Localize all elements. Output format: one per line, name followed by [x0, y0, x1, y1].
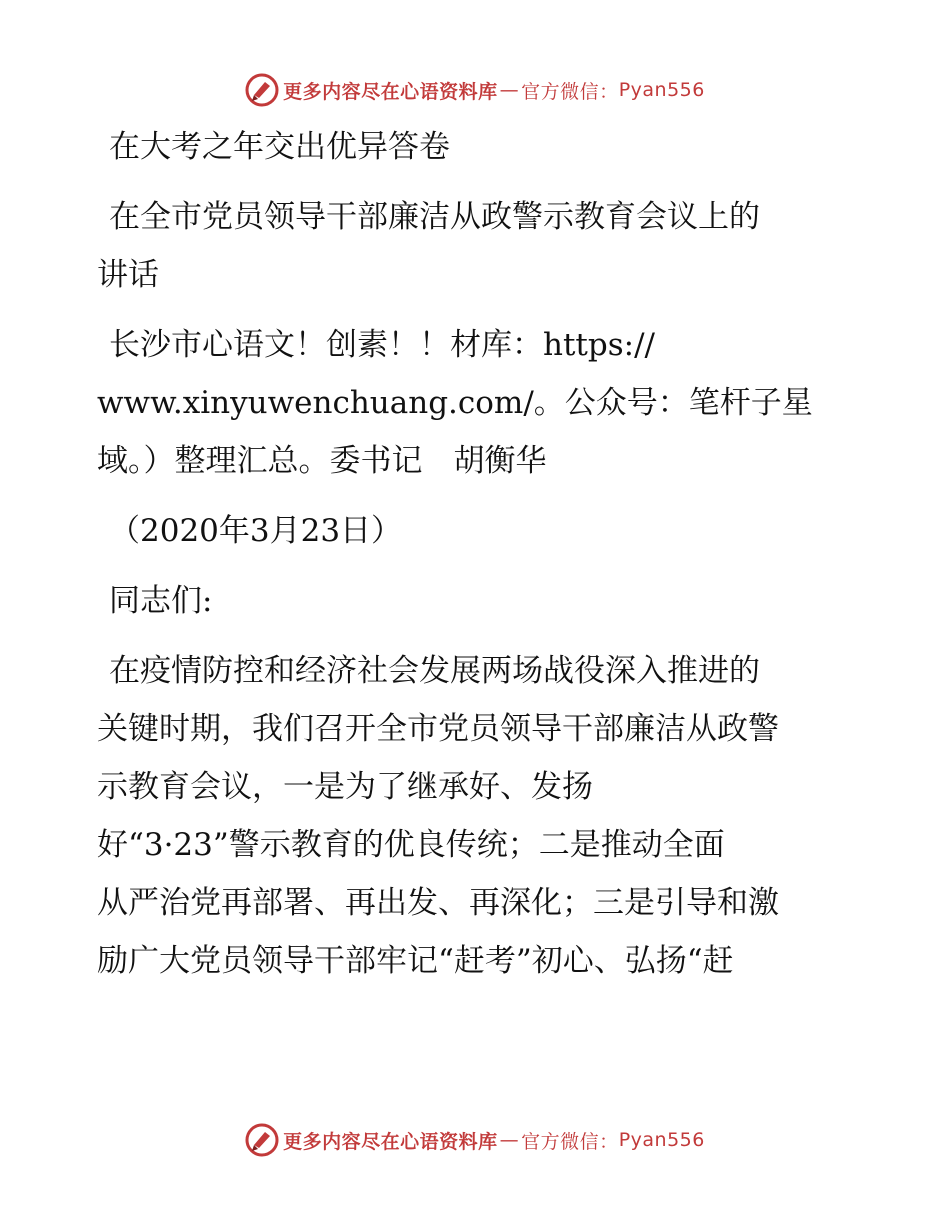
- footer-banner: [0, 1120, 950, 1160]
- document-date: （2020年3月23日）: [109, 513, 403, 549]
- document-body: [97, 118, 857, 990]
- source-line-1: 长沙市心语文！创素！！材库：https://: [109, 327, 655, 363]
- banner-separator: —: [499, 1129, 520, 1151]
- paragraph-1-line-6: 励广大党员领导干部牢记“赶考”初心、弘扬“赶: [97, 943, 734, 979]
- banner-text: 更多内容尽在心语资料库: [283, 1130, 498, 1153]
- document-title: 在大考之年交出优异答卷: [109, 129, 450, 165]
- banner-wechat-id: Pyan556: [618, 79, 705, 101]
- source-line-3: 域。）整理汇总。委书记 胡衡华: [97, 443, 547, 479]
- document-subtitle-line-1: 在全市党员领导干部廉洁从政警示教育会议上的: [109, 199, 760, 235]
- paragraph-1-line-4: 好“3·23”警示教育的优良传统；二是推动全面: [97, 827, 725, 863]
- source-line-2: www.xinyuwenchuang.com/。公众号：笔杆子星: [97, 385, 813, 421]
- logo-icon: [245, 1123, 279, 1157]
- header-banner: [0, 70, 950, 110]
- banner-label: 官方微信：: [521, 80, 619, 103]
- paragraph-1-line-3: 示教育会议，一是为了继承好、发扬: [97, 769, 593, 805]
- paragraph-1-line-1: 在疫情防控和经济社会发展两场战役深入推进的: [109, 653, 760, 689]
- paragraph-1-line-2: 关键时期，我们召开全市党员领导干部廉洁从政警: [97, 711, 779, 747]
- banner-label: 官方微信：: [521, 1130, 619, 1153]
- banner-text: 更多内容尽在心语资料库: [283, 80, 498, 103]
- banner-separator: —: [499, 79, 520, 101]
- paragraph-1-line-5: 从严治党再部署、再出发、再深化；三是引导和激: [97, 885, 779, 921]
- logo-icon: [245, 73, 279, 107]
- document-subtitle-line-2: 讲话: [97, 257, 159, 293]
- banner-wechat-id: Pyan556: [618, 1129, 705, 1151]
- salutation: 同志们:: [109, 583, 213, 619]
